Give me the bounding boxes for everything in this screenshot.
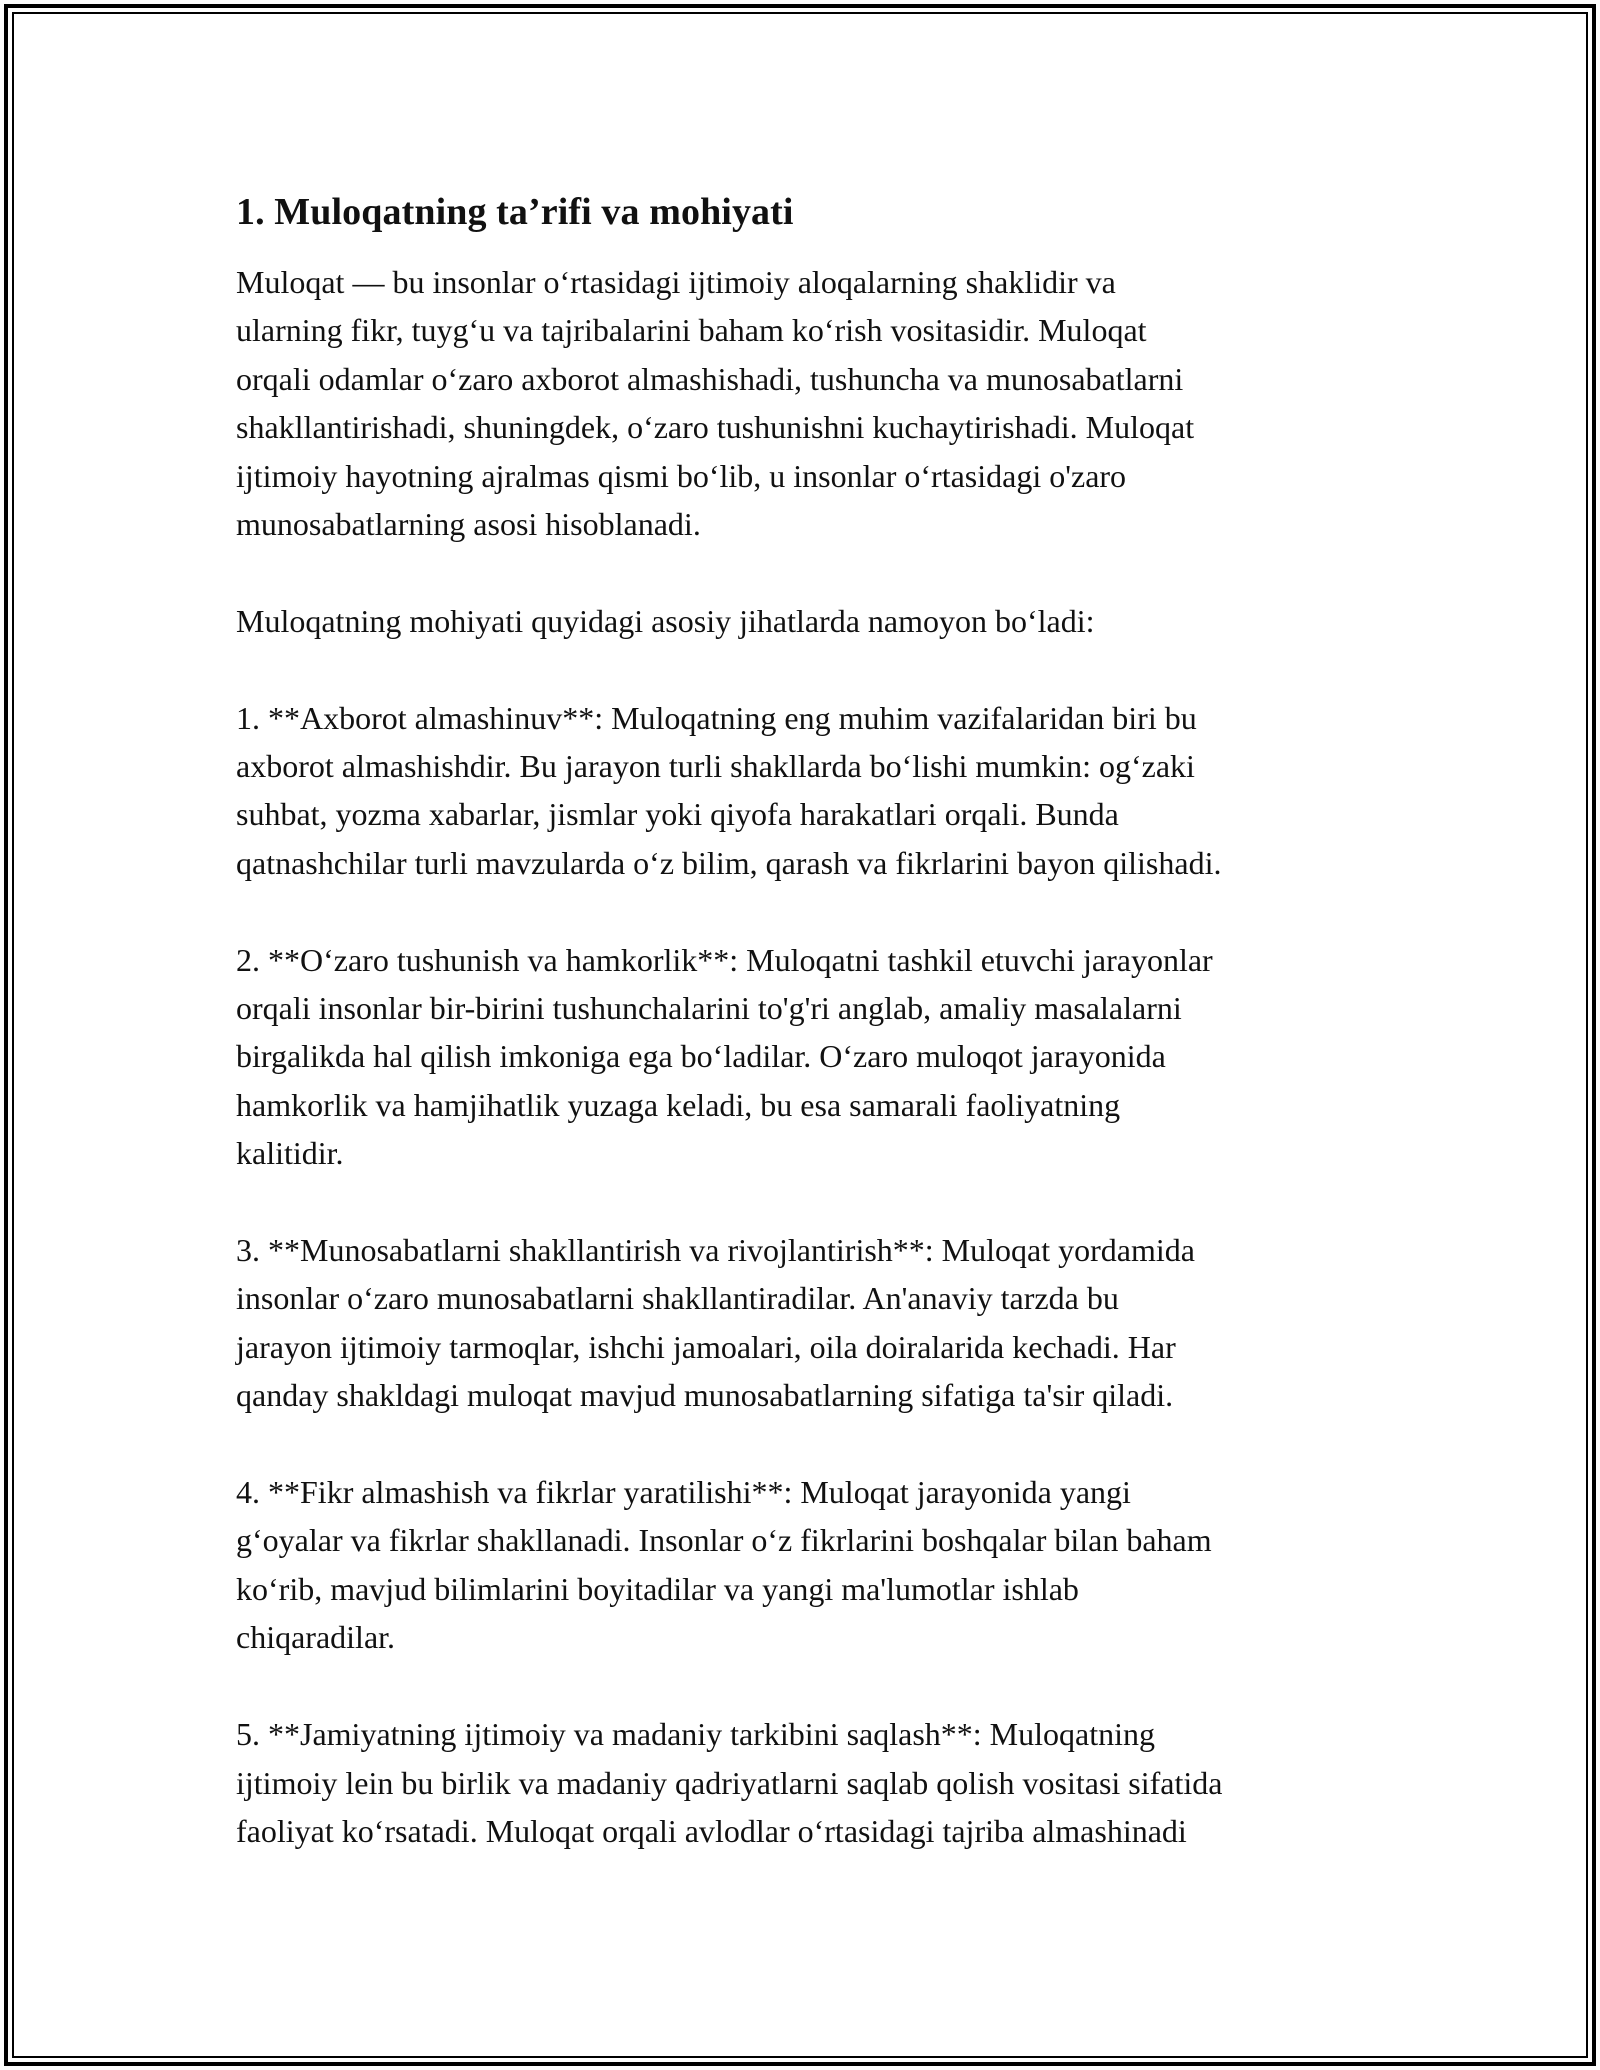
intro-line: Muloqat — bu insonlar o‘rtasidagi ijtimoiy aloqalarning shaklidir va xyxy=(236,264,1116,300)
paragraph-gap xyxy=(236,1178,1376,1226)
list-item-fikr xyxy=(236,1468,1376,1662)
item-line: g‘oyalar va fikrlar shakllanadi. Insonlar o‘z fikrlarini boshqalar bilan baham xyxy=(236,1522,1212,1559)
lead-in-paragraph xyxy=(236,597,1376,645)
document-body xyxy=(236,188,1376,1855)
item-line: ijtimoiy lein bu birlik va madaniy qadriyatlarni saqlab qolish vositasi sifatida xyxy=(236,1764,1223,1801)
intro-paragraph xyxy=(236,258,1376,548)
item-line: 2. **O‘zaro tushunish va hamkorlik**: Muloqatni tashkil etuvchi jarayonlar xyxy=(236,941,1213,978)
item-line: qanday shakldagi muloqat mavjud munosabatlarning sifatiga ta'sir qiladi. xyxy=(236,1377,1174,1414)
intro-line: orqali odamlar o‘zaro axborot almashishadi, tushuncha va munosabatlarni xyxy=(236,360,1184,397)
list-item-axborot xyxy=(236,694,1376,888)
item-line: suhbat, yozma xabarlar, jismlar yoki qiyofa harakatlari orqali. Bunda xyxy=(236,796,1119,833)
paragraph-gap xyxy=(236,887,1376,935)
item-line: hamkorlik va hamjihatlik yuzaga keladi, bu esa samarali faoliyatning xyxy=(236,1086,1121,1123)
item-line: chiqaradilar. xyxy=(236,1619,396,1656)
intro-line: munosabatlarning asosi hisoblanadi. xyxy=(236,506,701,543)
item-line: jarayon ijtimoiy tarmoqlar, ishchi jamoalari, oila doiralarida kechadi. Har xyxy=(236,1328,1176,1365)
paragraph-gap xyxy=(236,645,1376,693)
item-line: ko‘rib, mavjud bilimlarini boyitadilar va yangi ma'lumotlar ishlab xyxy=(236,1570,1079,1607)
intro-line: ularning fikr, tuyg‘u va tajribalarini baham ko‘rish vositasidir. Muloqat xyxy=(236,312,1147,349)
list-item-jamiyat xyxy=(236,1710,1376,1855)
item-line: kalitidir. xyxy=(236,1135,344,1172)
list-item-hamkorlik xyxy=(236,936,1376,1178)
item-line: birgalikda hal qilish imkoniga ega bo‘ladilar. O‘zaro muloqot jarayonida xyxy=(236,1038,1166,1075)
item-line: axborot almashishdir. Bu jarayon turli shakllarda bo‘lishi mumkin: og‘zaki xyxy=(236,748,1195,785)
item-line: 4. **Fikr almashish va fikrlar yaratilishi**: Muloqat jarayonida yangi xyxy=(236,1474,1131,1511)
intro-line: ijtimoiy hayotning ajralmas qismi bo‘lib, u insonlar o‘rtasidagi o'zaro xyxy=(236,457,1127,494)
paragraph-gap xyxy=(236,548,1376,596)
lead-in-line: Muloqatning mohiyati quyidagi asosiy jihatlarda namoyon bo‘ladi: xyxy=(236,602,1095,639)
section-heading: 1. Muloqatning ta’rifi va mohiyati xyxy=(236,191,794,233)
list-item-munosabatlar xyxy=(236,1226,1376,1420)
item-line: 5. **Jamiyatning ijtimoiy va madaniy tarkibini saqlash**: Muloqatning xyxy=(236,1716,1155,1753)
item-line: faoliyat ko‘rsatadi. Muloqat orqali avlodlar o‘rtasidagi tajriba almashinadi xyxy=(236,1812,1187,1849)
item-line: 3. **Munosabatlarni shakllantirish va rivojlantirish**: Muloqat yordamida xyxy=(236,1232,1195,1269)
paragraph-gap xyxy=(236,1662,1376,1710)
item-line: qatnashchilar turli mavzularda o‘z bilim, qarash va fikrlarini bayon qilishadi. xyxy=(236,844,1222,881)
item-line: orqali insonlar bir-birini tushunchalarini to'g'ri anglab, amaliy masalalarni xyxy=(236,990,1182,1027)
item-line: insonlar o‘zaro munosabatlarni shakllantiradilar. An'anaviy tarzda bu xyxy=(236,1280,1119,1317)
paragraph-gap xyxy=(236,1420,1376,1468)
item-line: 1. **Axborot almashinuv**: Muloqatning eng muhim vazifalaridan biri bu xyxy=(236,699,1197,736)
intro-line: shakllantirishadi, shuningdek, o‘zaro tushunishni kuchaytirishadi. Muloqat xyxy=(236,409,1195,446)
